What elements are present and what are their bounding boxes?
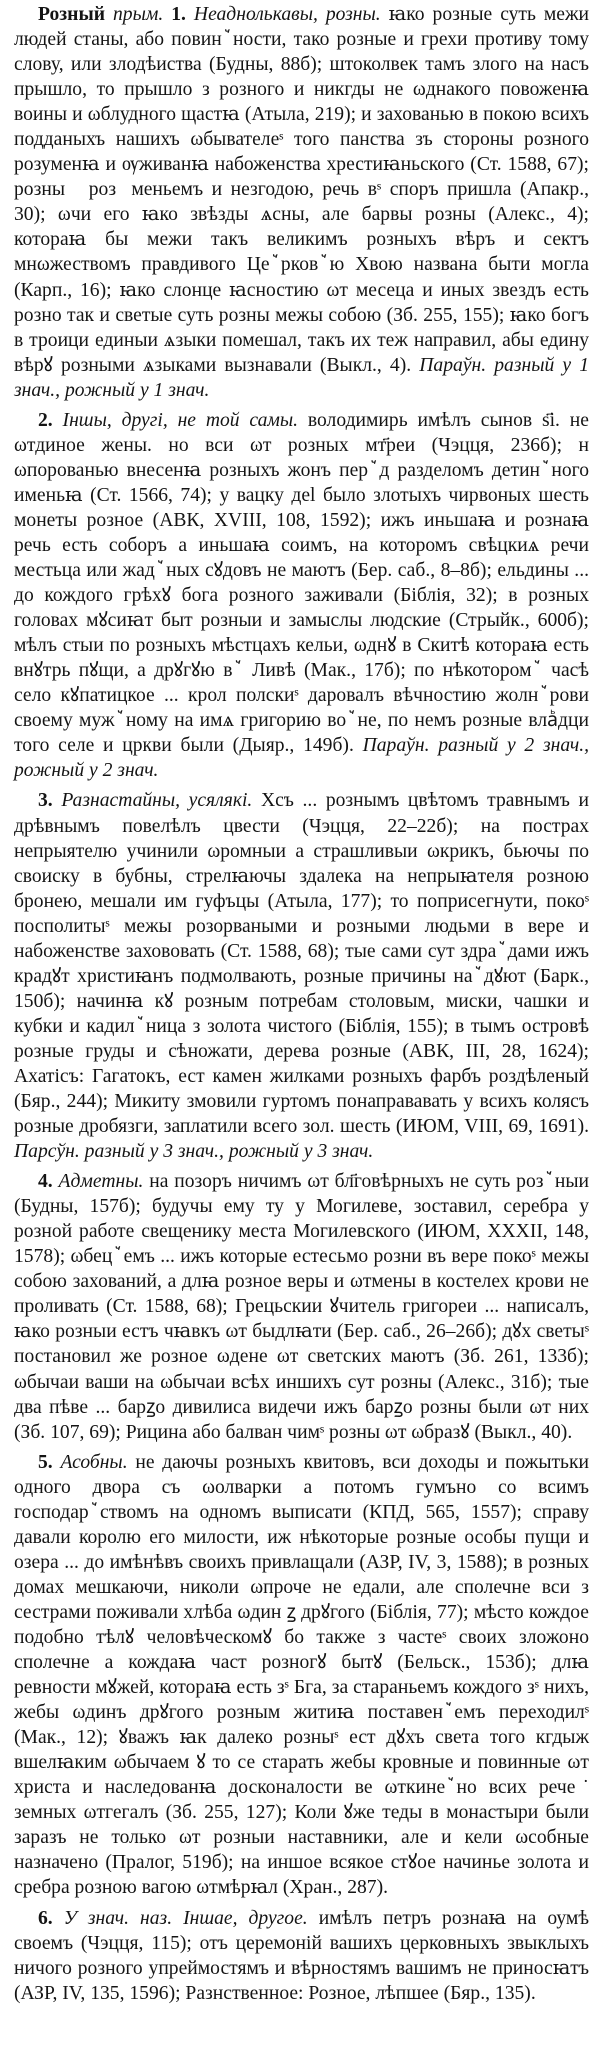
sense-number: 5. <box>38 1451 53 1473</box>
sense-citations: ꙗко розные суть межи людей станы, або повинꙿности, тако розные и грехи противу тому слову, или злодѣиства (Будны, 88б); штоколвек тамъ злого на насъ прышло, то прышло з розного и никгды не ωднакого повоженꙗ воины и ωблудного щастꙗ (Атыла, 219); и захованью в покою всихъ подданыхъ нашихъ ωбывателеˢ того панства зъ стороны розного розуменꙗ и ѹживанꙗ набоженства хрестиꙗньского (Ст. 1588, 67); розныⷨ розꙿменьемъ и незгодою, речь вˢ споръ пришла (Апакр., 30); ωчи его ꙗко звѣзды ѧсны, але барвы розны (Алекс., 4); котораꙗ бы межи такъ великимъ розныхъ вѣръ и сектъ мнωжествомъ правдивого Цеꙿрковꙿю Хвою названа быти могла (Карп., 16); ꙗко слонце ꙗсностию ωт месеца и иных звездъ есть розно так и светые суть розны межы собою (Зб. 255, 155); ꙗко богъ в троици единыи ѧзыки помешал, такъ их теж направил, абы едину вѣрꙋ розными ѧзыками вызнавали (Выкл., 4). <box>14 4 590 376</box>
dictionary-sense-1 <box>14 2 589 403</box>
cross-reference-label: Параўн. <box>419 354 487 376</box>
dictionary-sense-3 <box>14 788 589 1164</box>
cross-reference-text: разный у 2 знач., рожный у 2 знач. <box>14 735 590 782</box>
sense-citations: на позоръ ничимъ ωт бл҃говѣрныхъ не суть розꙿныи (Будны, 157б); будучы ему ту у Могилеве, зоставил, серебра у розной работе свещенику места Могилевского (ИЮМ, XXXII, 148, 1578); ωбецꙿемъ ... ижъ которые естесьмо розни въ вере покоˢ межы собою захований, а длꙗ розное веры и ωтмены в костелех крови не проливать (Ст. 1588, 68); Грецьскии ꙋчитель григореи ... написалъ, ꙗко розныи естъ чꙗвкъ ωт быдлꙗти (Бер. саб., 26–26б); дꙋх светыˢ постановил же розное ωдене ωт светских маютъ (Зб. 261, 133б); ωбычаи ваши на ωбычаи всѣх иншихъ сут розны (Алекс., 31б); тые два пѣве ... барꙁо дивилиса видечи ижъ барꙁо розны были ωт них (Зб. 107, 69); Рицина або балван чимˢ розны ωт ωбразꙋ (Выкл., 40). <box>14 1171 589 1443</box>
dictionary-sense-6 <box>14 1906 589 2006</box>
dictionary-sense-5 <box>14 1450 589 1901</box>
sense-gloss: У знач. наз. Іншае, другое. <box>63 1907 308 1929</box>
sense-citations: имѣлъ петръ рознаꙗ на оумѣ своемъ (Чэцця, 115); отъ церемоній вашихъ церковныхъ звыклыхъ ничого розного упреймостямъ и вѣрностямъ вашимъ не приносꙗтъ (АЗР, IV, 135, 1596); Разнственное: Розное, лѣпшее (Бяр., 135). <box>14 1907 589 2004</box>
sense-gloss: Асобны. <box>60 1451 128 1473</box>
cross-reference-label: Парсўн. <box>14 1141 80 1163</box>
sense-citations: Хсъ ... рознымъ цвѣтомъ травнымъ и дрѣвнымъ повелѣлъ цвести (Чэцця, 22–22б); на пострах непрыятелю учинили ωромныи а страшливыи ωкрикъ, бьючы по своиску в бубны, стрелꙗючы здалека на непрыꙗтеля розною бронею, мешали им гуфъцы (Атыла, 177); то поприсегнути, покоˢ посполитыˢ межы розорваными и розными людьми в вере и набоженстве захововать (Ст. 1588, 68); тые сами сут здраꙿдами ижъ крадꙋт христиꙗнъ подмолвають, розные причины наꙿдꙋют (Барк., 150б); начинꙗ кꙋ розным потребам столовым, миски, чашки и кубки и кадилꙿница з золота чистого (Біблія, 155); в тымъ островѣ розные груды и сѣножати, дерева розные (АВК, III, 28, 1624); Ахатісъ: Гагатокъ, ест камен жилками розныхъ фарбъ роздѣленый (Бяр., 244); Микиту змовили гуртомъ понаправавать у всихъ колясъ розные дробязги, заплатили всего зол. шесть (ИЮМ, VIII, 69, 1691). <box>14 790 589 1138</box>
sense-number: 2. <box>38 409 53 431</box>
sense-gloss: Іншы, другі, не той самы. <box>62 409 299 431</box>
sense-citations: не даючы розныхъ квитовъ, вси доходы и пожытьки одного двора съ ωолварки а потомъ гумъно со всимъ господарꙿствомъ на одномъ выписати (КПД, 565, 1557); справу давали королю его милости, иж нѣкоторые розные особы пущи и озера ... до имѣнѣвъ своихъ привлащали (АЗР, IV, 3, 1588); в розных домах мешкаючи, николи ωпроче не едали, але сполечне вси з сестрами поживали хлѣба ωдин ꙁ дрꙋгого (Біблія, 77); мѣсто кождое подобно тѣлꙋ человѣческомꙋ бо также з частеˢ своих зложоно сполечне а кождаꙗ част розногꙋ бытꙋ (Бельск., 153б); длꙗ ревности мꙋжей, котораꙗ есть зˢ Бга, за стараньемъ кождого зˢ нихъ, жебы ωдинъ дрꙋгого розным житиꙗ поставенꙿемъ переходилˢ (Мак., 12); ꙋважъ ꙗк далеко розныˢ ест дꙋхъ света того кгдыж вшелꙗким ωбычаем ꙋ то се старать жебы кровные и повинные ωт христа и наследованꙗ досконалости ве ωткинеꙿно всих рече˙ земных ωтгегалъ (Зб. 255, 127); Коли ꙋже теды в монастыри были заразъ не только ωт розныи наставники, але и кели ωсобные назначено (Пралог, 519б); на иншое всякое стꙋое начинье золота и сребра розною вагою ωтмѣрꙗл (Хран., 287). <box>14 1451 589 1899</box>
sense-gloss: Разнастайны, усялякі. <box>61 790 253 812</box>
cross-reference-text: разный у 3 знач., рожный у 3 знач. <box>84 1141 374 1163</box>
sense-gloss: Адметны. <box>58 1171 144 1193</box>
headword: Розный <box>38 4 106 25</box>
sense-citations: володимирь имѣлъ сынов ѕ҃і. не ωтдиное жены. но вси ωт розных мт҃реи (Чэцця, 236б); н ωпорованью внесенꙗ розныхъ жонъ перꙿд разделомъ детинꙿного именьꙗ (Ст. 1566, 74); у вацку деl было злотыхъ чирвоных шесть монеты розное (АВК, XVIII, 108, 1592); ижъ иньшаꙗ и рознаꙗ речь есть соборъ а иньшаꙗ соимъ, на которомъ свѣцкиѧ речи местьца или жадꙿных сꙋдовъ не маютъ (Бер. саб., 8–8б); ельдины ... до кождого грѣхꙋ бога розного заживали (Біблія, 32); в розных головах мꙋсиꙗт быт розныи и замыслы людские (Стрыйк., 600б); мѣлъ стыи по розныхъ мѣстцахъ кельи, ωднꙋ в Скитѣ котораꙗ есть внꙋтрь пꙋщи, а дрꙋгꙋю вꙿ Ливѣ (Мак., 17б); по нѣкоторомꙿ часѣ село кꙋпатицкое ... крол полскиˢ даровалъ вѣчностию жолнꙿрови своему мужꙿному на имѧ григорию воꙿне, по немъ розные влаꙺдци того селе и цркви были (Дыяр., 149б). <box>14 409 589 757</box>
dictionary-sense-4 <box>14 1169 589 1445</box>
cross-reference-text: разный у 1 знач., рожный у 1 знач. <box>14 354 589 401</box>
dictionary-sense-2 <box>14 408 589 784</box>
sense-number: 6. <box>38 1907 53 1929</box>
part-of-speech: прым. <box>113 4 164 25</box>
cross-reference-label: Параўн. <box>362 735 430 757</box>
sense-gloss: Неаднолькавы, розны. <box>193 4 381 25</box>
sense-number: 3. <box>38 790 53 812</box>
sense-number: 4. <box>38 1171 53 1193</box>
sense-number: 1. <box>171 4 186 25</box>
